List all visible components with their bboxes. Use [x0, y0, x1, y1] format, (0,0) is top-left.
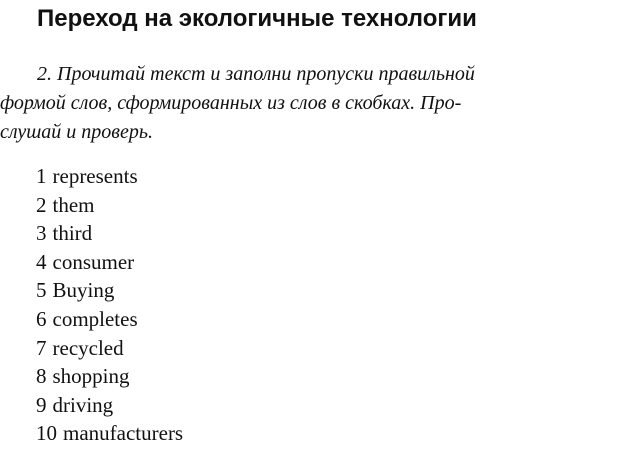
answer-list — [36, 162, 183, 448]
answer-number: 3 — [36, 221, 47, 246]
answer-word: completes — [52, 306, 138, 331]
answer-item — [36, 162, 183, 191]
answer-item — [36, 219, 183, 248]
answer-number: 10 — [36, 421, 57, 446]
answer-number: 6 — [36, 306, 47, 331]
answer-item — [36, 248, 183, 277]
answer-word: third — [52, 221, 93, 246]
answer-item — [36, 276, 183, 305]
task-instructions — [0, 60, 620, 147]
answer-item — [36, 362, 183, 391]
answer-word: recycled — [52, 335, 124, 360]
answer-item — [36, 419, 183, 448]
answer-item — [36, 334, 183, 363]
answer-number: 9 — [36, 392, 47, 417]
page-title: Переход на экологичные технологии — [37, 5, 477, 32]
task-line: 2. Прочитай текст и заполни пропуски правильной — [37, 63, 475, 85]
answer-word: represents — [52, 164, 138, 188]
answer-word: shopping — [52, 364, 130, 389]
answer-word: consumer — [52, 249, 135, 274]
answer-number: 1 — [36, 164, 47, 188]
answer-number: 5 — [36, 278, 47, 303]
answer-item — [36, 305, 183, 334]
answer-item — [36, 391, 183, 420]
answer-number: 2 — [36, 192, 47, 217]
answer-number: 7 — [36, 335, 47, 360]
answer-word: driving — [52, 392, 114, 417]
task-line: слушай и проверь. — [0, 121, 153, 143]
answer-number: 4 — [36, 249, 47, 274]
answer-item — [36, 191, 183, 220]
answer-word: them — [52, 192, 95, 217]
answer-number: 8 — [36, 364, 47, 389]
task-line: формой слов, сформированных из слов в скобках. Про- — [0, 92, 462, 114]
answer-word: Buying — [52, 278, 115, 303]
answer-word: manufacturers — [63, 421, 184, 446]
